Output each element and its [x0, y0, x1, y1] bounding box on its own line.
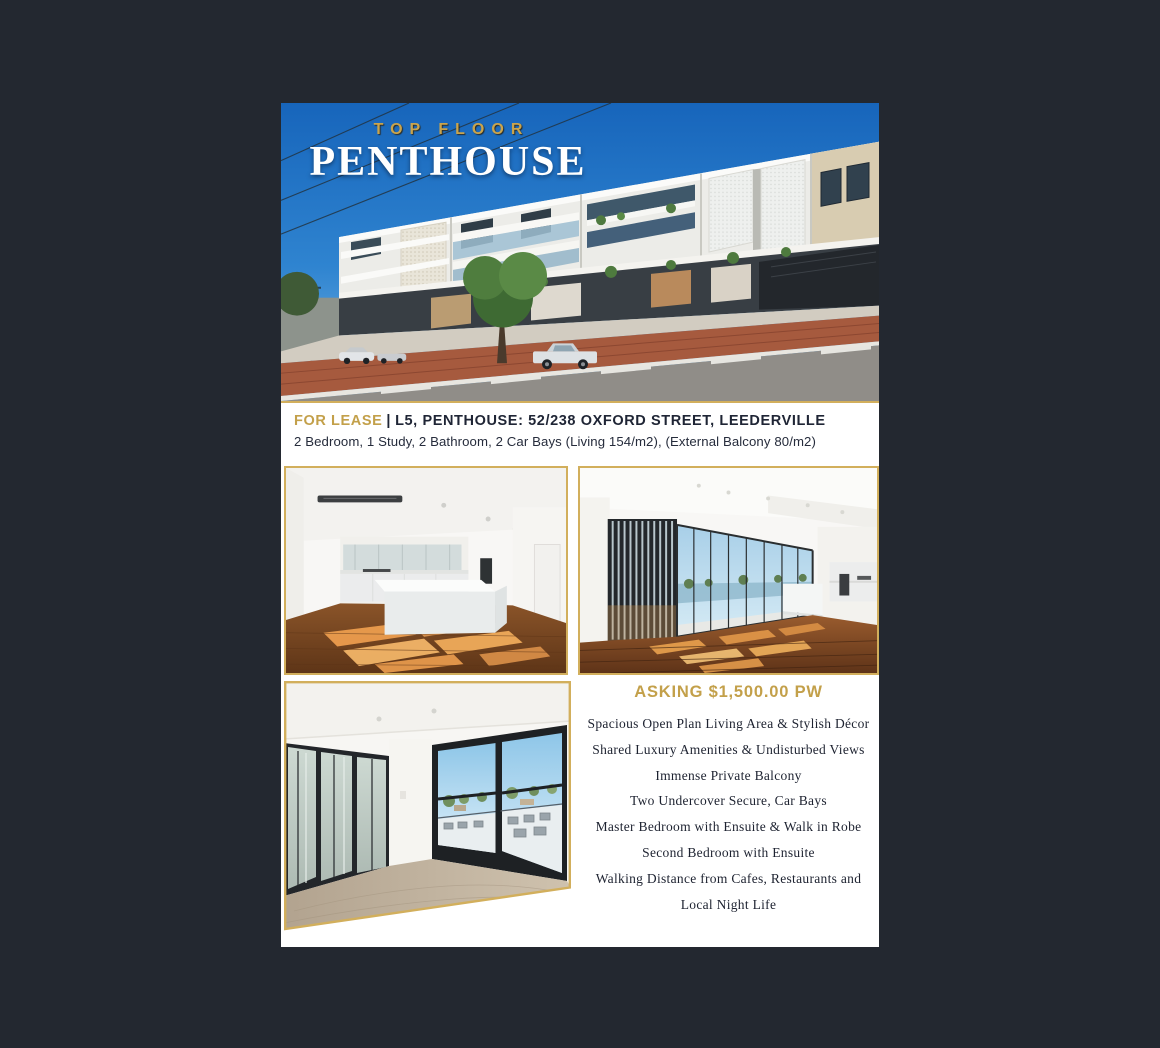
bedroom-photo: [284, 681, 571, 931]
photo-bedroom-view: [284, 681, 571, 931]
kitchen-interior-photo: [286, 468, 566, 673]
feature-item: Second Bedroom with Ensuite: [642, 844, 815, 860]
living-room-photo: [580, 468, 877, 673]
feature-item: Two Undercover Secure, Car Bays: [630, 793, 827, 809]
listing-details: 2 Bedroom, 1 Study, 2 Bathroom, 2 Car Bays (Living 154/m2), (External Balcony 80/m2): [294, 434, 816, 449]
for-lease-label: FOR LEASE: [294, 413, 383, 429]
hero-tagline: TOP FLOOR: [373, 121, 530, 138]
feature-list: [578, 711, 879, 917]
feature-item: Walking Distance from Cafes, Restaurants and Local Night Life: [595, 870, 862, 912]
listing-line1: [294, 413, 872, 429]
separator: |: [386, 413, 392, 429]
asking-price: ASKING $1,500.00 PW: [634, 683, 823, 701]
hero-title: PENTHOUSE: [309, 139, 587, 185]
hero-photo-building: [281, 103, 879, 403]
building-exterior-photo: [281, 103, 879, 401]
feature-item: Shared Luxury Amenities & Undisturbed Views: [592, 741, 865, 757]
pricing-block: [578, 683, 879, 917]
flyer-page: [281, 103, 879, 947]
photo-kitchen-interior: [284, 466, 568, 675]
listing-address: L5, PENTHOUSE: 52/238 OXFORD STREET, LEEDERVILLE: [395, 413, 826, 429]
feature-item: Immense Private Balcony: [655, 767, 802, 783]
photo-living-room: [578, 466, 879, 675]
listing-header: [294, 413, 872, 449]
feature-item: Spacious Open Plan Living Area & Stylish Décor: [587, 716, 870, 731]
feature-item: Master Bedroom with Ensuite & Walk in Robe: [595, 819, 862, 835]
